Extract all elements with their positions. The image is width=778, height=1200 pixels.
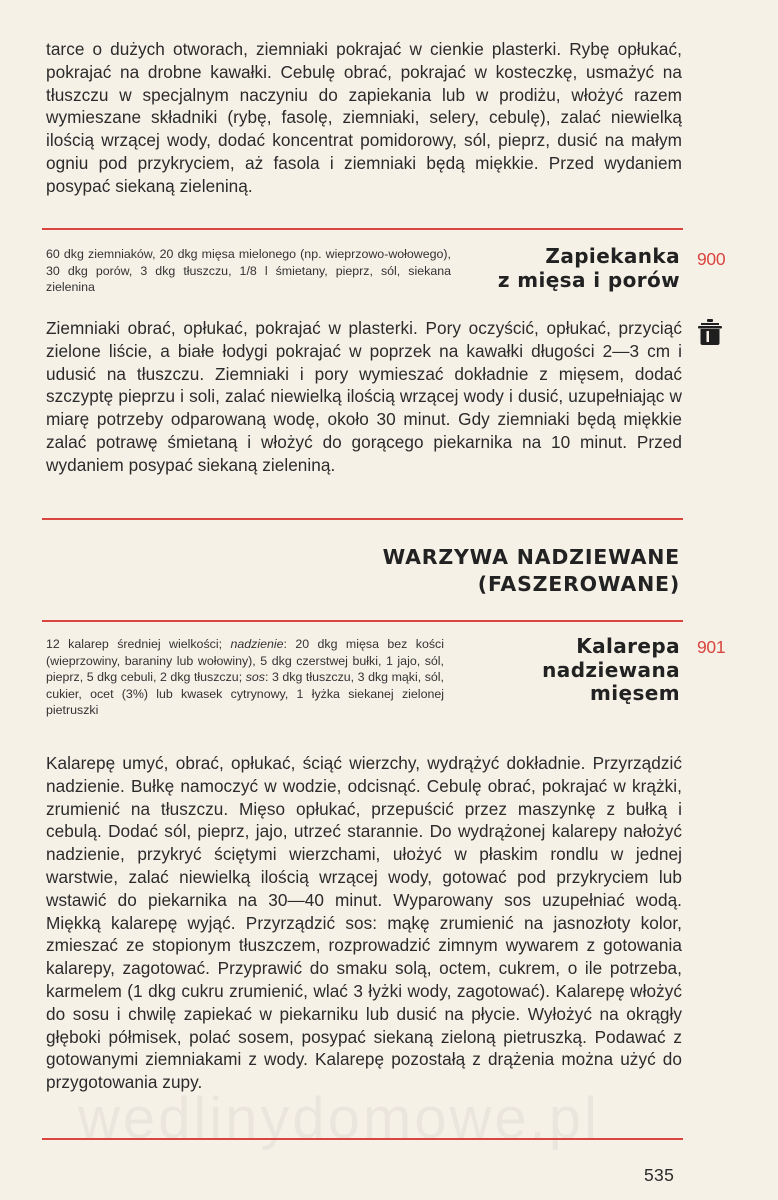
recipe-901-ingredients xyxy=(46,636,444,719)
divider-rule xyxy=(42,228,683,230)
recipe-901-title-line1: Kalarepa xyxy=(576,634,680,658)
recipe-901-filling-label: nadzienie xyxy=(230,637,284,651)
recipe-900-ingredients: 60 dkg ziemniaków, 20 dkg mięsa mielonego (np. wieprzowo-wołowego), 30 dkg porów, 3 dkg tłuszczu, 1/8 l śmietany, pieprz, sól, siekana zielenina xyxy=(46,247,451,295)
section-title xyxy=(383,544,680,598)
recipe-900-title-line1: Zapiekanka xyxy=(545,244,680,268)
intro-paragraph: tarce o dużych otworach, ziemniaki pokrajać w cienkie plasterki. Rybę opłukać, pokrajać na drobne kawałki. Cebulę obrać, pokrajać w kosteczkę, usmażyć na tłuszczu w specjalnym naczyniu do zapiekania lub w prodiżu, włożyć razem wymieszane składniki (rybę, fasolę, ziemniaki, selery, cebulę), zalać niewielką ilością wrzącej wody, dodać koncentrat pomidorowy, sól, pieprz, dusić na małym ogniu pod przykryciem, aż fasola i ziemniaki będą miękkie. Przed wydaniem posypać siekaną zieleniną. xyxy=(46,39,682,196)
page-number: 535 xyxy=(644,1165,675,1185)
recipe-900-number: 900 xyxy=(697,249,726,269)
recipe-901-number: 901 xyxy=(697,637,726,657)
recipe-901-sauce-label: sos xyxy=(245,670,265,685)
recipe-900-title-line2: z mięsa i porów xyxy=(497,267,680,292)
recipe-901-title-line2: nadziewana xyxy=(542,657,680,682)
recipe-901-title-line3: mięsem xyxy=(590,681,680,705)
recipe-901-sauce: : 3 dkg tłuszczu, 3 dkg mąki, sól, cukier, ocet (3%) lub kwasek cytrynowy, 1 łyżka siekanej zielonej pietruszki xyxy=(46,670,444,718)
section-title-line1: WARZYWA NADZIEWANE xyxy=(382,545,680,569)
divider-rule xyxy=(42,1138,683,1140)
recipe-901-instructions: Kalarepę umyć, obrać, opłukać, ściąć wierzchy, wydrążyć dokładnie. Przyrządzić nadzienie. Bułkę namoczyć w wodzie, odcisnąć. Cebulę obrać, pokrajać w krążki, zrumienić na tłuszczu. Mięso opłukać, przepuścić przez maszynkę z bułką i cebulą. Dodać sól, pieprz, jajo, utrzeć starannie. Do wydrążonej kalarepy nałożyć nadzienie, przykryć ściętymi wierzchami, ułożyć w płaskim rondlu w jednej warstwie, zalać niewielką ilością wrzącej wody, gotować pod przykryciem lub wstawić do piekarnika na 30—40 minut. Wyparowany sos uzupełniać wodą. Miękką kalarepę wyjąć. Przyrządzić sos: mąkę zrumienić na jasnozłoty kolor, zmieszać ze stopionym tłuszczem, rozprowadzić zimnym wywarem z gotowania kalarepy, zagotować. Przyprawić do smaku solą, octem, cukrem, o ile potrzeba, karmelem (1 dkg cukru zrumienić, wlać 3 łyżki wody, zagotować). Kalarepę włożyć do sosu i chwilę zapiekać w piekarniku lub dusić na płycie. Wyłożyć na okrągły głęboki półmisek, polać sosem, posypać siekaną zieloną pietruszką. Podawać z gotowanymi ziemniakami z wody. Kalarepę pozostałą z drążenia można użyć do przygotowania zupy. xyxy=(46,753,682,1093)
recipe-900-instructions: Ziemniaki obrać, opłukać, pokrajać w plasterki. Pory oczyścić, opłukać, przyciąć zielone liście, a białe łodygi pokrajać w poprzek na kawałki długości 2—3 cm i udusić na tłuszczu. Ziemniaki i pory wymieszać dokładnie z mięsem, dodać szczyptę pieprzu i soli, zalać niewielką ilością wrzącej wody i dusić, uzupełniając w miarę potrzeby odparowaną wodę, około 30 minut. Gdy ziemniaki będą miękkie zalać potrawę śmietaną i włożyć do gorącego piekarnika na 10 minut. Przed wydaniem posypać siekaną zieleniną. xyxy=(46,318,682,475)
divider-rule xyxy=(42,620,683,622)
pot-icon xyxy=(698,318,722,346)
recipe-901-filling: : 20 dkg mięsa bez kości (wieprzowiny, baraniny lub wołowiny), 5 dkg czerstwej bułki, 1 jajo, sól, pieprz, 5 dkg cebuli, 2 dkg tłuszczu; xyxy=(46,637,444,685)
recipe-900-title xyxy=(498,245,680,292)
watermark xyxy=(78,1088,600,1150)
divider-rule xyxy=(42,518,683,520)
recipe-901-ingredients-intro: 12 kalarep średniej wielkości; xyxy=(46,637,223,651)
recipe-901-title xyxy=(542,635,680,706)
section-title-line2: (FASZEROWANE) xyxy=(477,572,680,596)
